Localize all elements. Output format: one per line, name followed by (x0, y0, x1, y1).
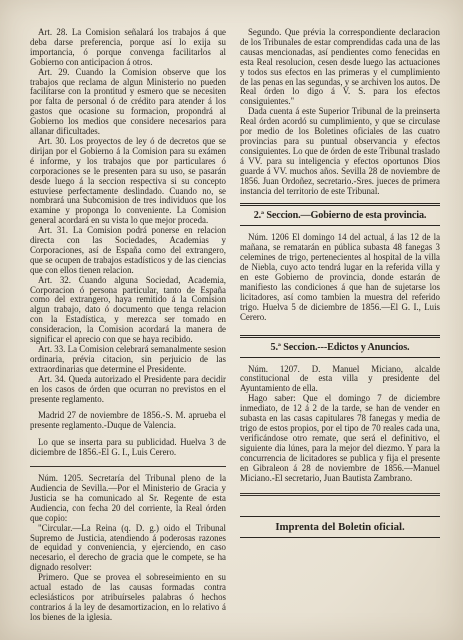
notice-1205-segundo: Segundo. Que prévia la correspondiente declaracion de los Tribunales de estar comprendidas cada una de las causas mencionadas, así pendientes como fenecidas en esta Real resolucion, cesen desde luego las actuaciones y todos sus efectos en las primeras y el cumplimiento de las penas en las segundas, y se archiven los autos. De Real órden lo digo á V. S. para los efectos consiguientes." (240, 27, 440, 107)
article-label: Art. 34. (38, 373, 66, 384)
article-text: La Comision celebrará semanalmente sesion ordinaria, prévia citacion, sin perjuicio de las extraordinarias que determine el Presidente. (30, 344, 226, 374)
article-label: Art. 29. (38, 66, 70, 77)
separator-rule (30, 466, 226, 467)
article-label: Art. 32. (38, 274, 71, 285)
notice-1205-dada-cuenta: Dada cuenta á este Superior Tribunal de la preinserta Real órden acordó su cumplimiento, y que se circulase por medio de los Boletines oficiales de las cuatro provincias para su puntual observancia y efectos consiguientes. Lo que de órden de este Tribunal traslado á VV. para su inteligencia y efectos oportunos Dios guarde á VV. muchos años. Sevilla 28 de noviembre de 1856. Juan Ordoñez, secretario.-Sres. jueces de primera instancia del territorio de este Tribunal. (240, 106, 440, 196)
decree-signature: Madrid 27 de noviembre de 1856.-S. M. aprueba el presente reglamento.-Duque de Valencia. (30, 410, 226, 431)
article-31 (30, 226, 226, 276)
article-34 (30, 375, 226, 405)
notice-1205-circular: "Circular.—La Reina (q. D. g.) oido el Tribunal Supremo de Justicia, atendiendo á poderosas razones de equidad y conveniencia, y ejerciendo, en caso necesario, el derecho de gracia que le compete, se ha dignado resolver: (30, 522, 226, 573)
publication-note: Lo que se inserta para su publicidad. Huelva 3 de diciembre de 1856.-El G. I., Luis Cerero. (30, 437, 226, 458)
article-32 (30, 276, 226, 345)
notice-text: El domingo 14 del actual, á las 12 de la mañana, se rematarán en pública subasta 48 fanegas 3 celemines de trigo, pertenecientes al hospital de la villa de Niebla, cuyo acto tendrá lugar en la referida villa y en este Gobierno de provincia, donde estarán de manifiesto las condiciones á que han de sujetarse los licitadores, así como tambien la muestra del referido trigo. Huelva 5 de diciembre de 1856.—El G. I., Luis Cerero. (240, 232, 441, 322)
notice-1207-intro (240, 365, 440, 395)
left-column (30, 28, 226, 623)
article-29 (30, 68, 226, 137)
article-label: Art. 28. (38, 27, 68, 37)
article-text: Queda autorizado el Presidente para decidir en los casos de órden que ocurran no previstos en el presente reglamento. (30, 373, 227, 404)
notice-number: Núm. 1206 (248, 232, 289, 243)
article-label: Art. 31. (38, 225, 69, 236)
section-5-heading: 5.ª Seccion.---Edictos y Anuncios. (240, 335, 440, 358)
article-label: Art. 30. (38, 135, 67, 146)
notice-number: Núm. 1207. (248, 363, 300, 374)
notice-1205-primero: Primero. Que se provea el sobreseimiento en su actual estado de las causas formadas contra eclesiásticos por atribuírseles palabras ó hechos contrarios á la ley de desamortizacion, en lo relativo á los bienes de la iglesia. (30, 572, 226, 622)
end-separator-rule (240, 493, 440, 496)
notice-1205-intro (30, 474, 226, 524)
notice-text: D. Manuel Miciano, alcalde constitucional de esta villa y presidente del Ayuntamiento de ella. (240, 363, 441, 394)
article-label: Art. 33. (38, 344, 66, 354)
article-33 (30, 345, 226, 375)
article-30 (30, 137, 226, 226)
notice-text: Secretaría del Tribunal pleno de la Audiencia de Sevilla.—Por el Ministerio de Gracia y Justicia se ha comunicado al Sr. Regente de esta Audiencia, con fecha 20 del corriente, la Real órden que copio: (30, 473, 227, 523)
notice-1207-body: Hago saber: Que el domingo 7 de diciembre inmediato, de 12 á 2 de la tarde, se han de vender en subasta en las casas capitulares 78 fanegas y media de trigo de estos propios, por el tipo de 70 reales cada una, verificándose otro remate, que será el definitivo, el siguiente dia lúnes, para la mejor del diezmo. Y para la concurrencia de licitadores se publica y fija el presente en Gibraleon á 28 de noviembre de 1856.—Manuel Miciano.-El secretario, Juan Bautista Zambrano. (240, 393, 440, 483)
article-text: La Comision señalará los trabajos á que deba darse preferencia, porque así lo exija su importancia, ó porque convenga facilitarlos al Gobierno con anticipacion á otros. (30, 27, 226, 67)
article-text: Los proyectos de ley ó de decretos que se dirijan por el Gobierno á la Comision para su exámen é informe, y los trabajos que por particulares ó corporaciones se le presenten para su uso, se pasarán desde luego á la seccion respectiva si su concepto estuviese perfectamente deslindado. Cuando no, se nombrará una Subcomision de tres individuos que los examine y proponga lo conveniente. La Comision general acordará en su vista lo que mejor proceda. (30, 135, 226, 226)
article-text: La Comision podrá ponerse en relacion directa con las Sociedades, Academias y Corporaciones, así de España como del extrangero, que se ocupen de trabajos estadísticos y de las ciencias que con ellos tienen relacion. (30, 225, 226, 275)
article-28 (30, 28, 226, 68)
notice-1206 (240, 233, 440, 322)
article-text: Cuando alguna Sociedad, Academia, Corporacion ó persona particular, tanto de España como del extrangero, haya remitido á la Comision algun trabajo, dato ó documento que tenga relacion con la Estadística, y merezca ser tomado en consideracion, la Comision acordará la manera de significar el aprecio con que se haya recibido. (30, 274, 226, 345)
printer-footer: Imprenta del Boletin oficial. (240, 516, 440, 538)
notice-number: Núm. 1205. (38, 473, 84, 484)
section-2-heading: 2.ª Seccion.—Gobierno de esta provincia. (240, 203, 440, 226)
right-column (240, 28, 440, 538)
article-text: Cuando la Comision observe que los trabajos que reclama de algun Ministerio no pueden facilitarse con la prontitud y esmero que se necesiten por falta de personal ó de crédito para atender á los gastos que ocasione su formacion, propondrá al Gobierno los medios que considere necesarios para allanar dificultades. (30, 66, 226, 137)
